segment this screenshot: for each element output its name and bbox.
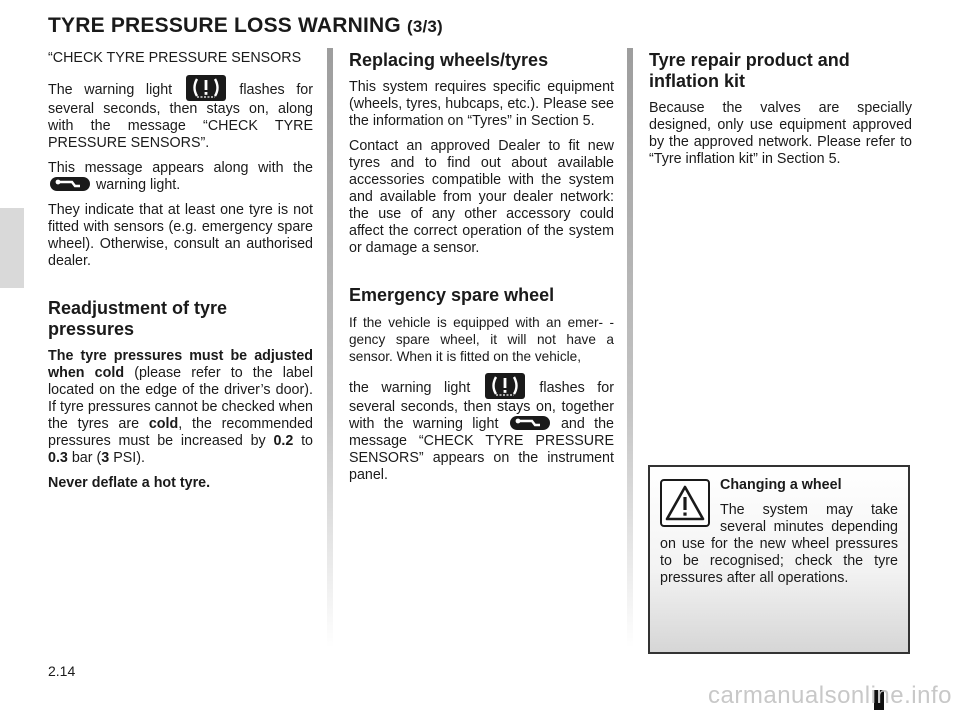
text: The warning light — [48, 82, 173, 98]
column-divider — [327, 48, 333, 648]
paragraph — [349, 373, 614, 484]
text: flashes for several seconds, then stays on, together with the warning light — [349, 380, 614, 432]
column-divider — [627, 48, 633, 648]
watermark: carmanualsonline.info — [708, 682, 952, 709]
page-title-suffix: (3/3) — [406, 17, 443, 36]
paragraph — [48, 75, 313, 152]
paragraph: If the vehicle is equipped with an emer- - gency spare wheel, it will not have a sensor. When it is fitted on the vehicle, — [349, 315, 614, 364]
section-heading-replacing: Replacing wheels/tyres — [349, 50, 549, 70]
text: 0.3 — [48, 450, 68, 466]
tyre-pressure-warning-icon — [485, 373, 525, 399]
paragraph — [48, 160, 313, 194]
section-tab — [0, 208, 24, 288]
service-warning-icon — [50, 177, 90, 191]
text: 3 — [101, 450, 110, 466]
section-heading-emergency: Emergency spare wheel — [349, 285, 555, 305]
paragraph — [48, 348, 313, 467]
column-left — [48, 50, 313, 500]
paragraph: This system requires specific equipment (wheels, tyres, hubcaps, etc.). Please see the information on “Tyres” in Section 5. — [349, 79, 614, 129]
service-warning-icon — [510, 416, 550, 430]
text: flashes for several seconds, then stays on, along with the message “CHECK TYRE PRESSURE SENSORS”. — [48, 82, 313, 151]
section-heading-repair-kit: Tyre repair product and inflation kit — [649, 50, 850, 91]
column-middle — [349, 50, 614, 492]
text: (please refer to the label located on the edge of the driver’s door). If tyre pressures cannot be checked when the tyres are — [48, 365, 313, 432]
text: , the recommended pressures must be increased by — [48, 416, 313, 449]
warning-box — [648, 465, 910, 654]
section-heading-readjustment: Readjustment of tyre pressures — [48, 298, 228, 339]
paragraph: They indicate that at least one tyre is not fitted with sensors (e.g. emergency spare wheel). Otherwise, consult an authorised dealer. — [48, 202, 313, 269]
paragraph: Contact an approved Dealer to fit new tyres and to find out about available accessories compatible with the system and available from your dealer network: the use of any other accessory could affect the correct operation of the system or damage a sensor. — [349, 138, 614, 256]
text: The tyre pressures must be adjusted when cold — [48, 348, 313, 381]
text: bar ( — [71, 450, 102, 466]
warning-triangle-icon — [660, 479, 710, 527]
warning-body: The system may take several minutes depending on use for the new wheel pressures to be recognised; check the tyre pressures after all operations. — [660, 502, 898, 586]
page-title-text: TYRE PRESSURE LOSS WARNING — [48, 14, 401, 37]
text: PSI). — [113, 450, 145, 466]
tyre-pressure-warning-icon — [186, 75, 226, 101]
paragraph: Never deflate a hot tyre. — [48, 475, 211, 491]
text: 0.2 — [273, 433, 294, 449]
page-number: 2.14 — [48, 663, 76, 679]
column-right — [649, 50, 912, 176]
text: warning light. — [95, 177, 181, 193]
paragraph: Because the valves are specially designed, only use equipment approved by the approved network. Please refer to “Tyre inflation kit” in Section 5. — [649, 100, 912, 167]
warning-title: Changing a wheel — [720, 477, 842, 493]
text: the warning light — [349, 380, 471, 396]
text: and the message “CHECK TYRE PRESSURE SENSORS” appears on the instrument panel. — [349, 416, 614, 483]
text: This message appears along with the — [48, 160, 313, 176]
text: to — [301, 433, 313, 449]
check-sensors-heading: “CHECK TYRE PRESSURE SENSORS — [48, 50, 302, 66]
page-title — [48, 14, 443, 38]
text: cold — [148, 416, 179, 432]
